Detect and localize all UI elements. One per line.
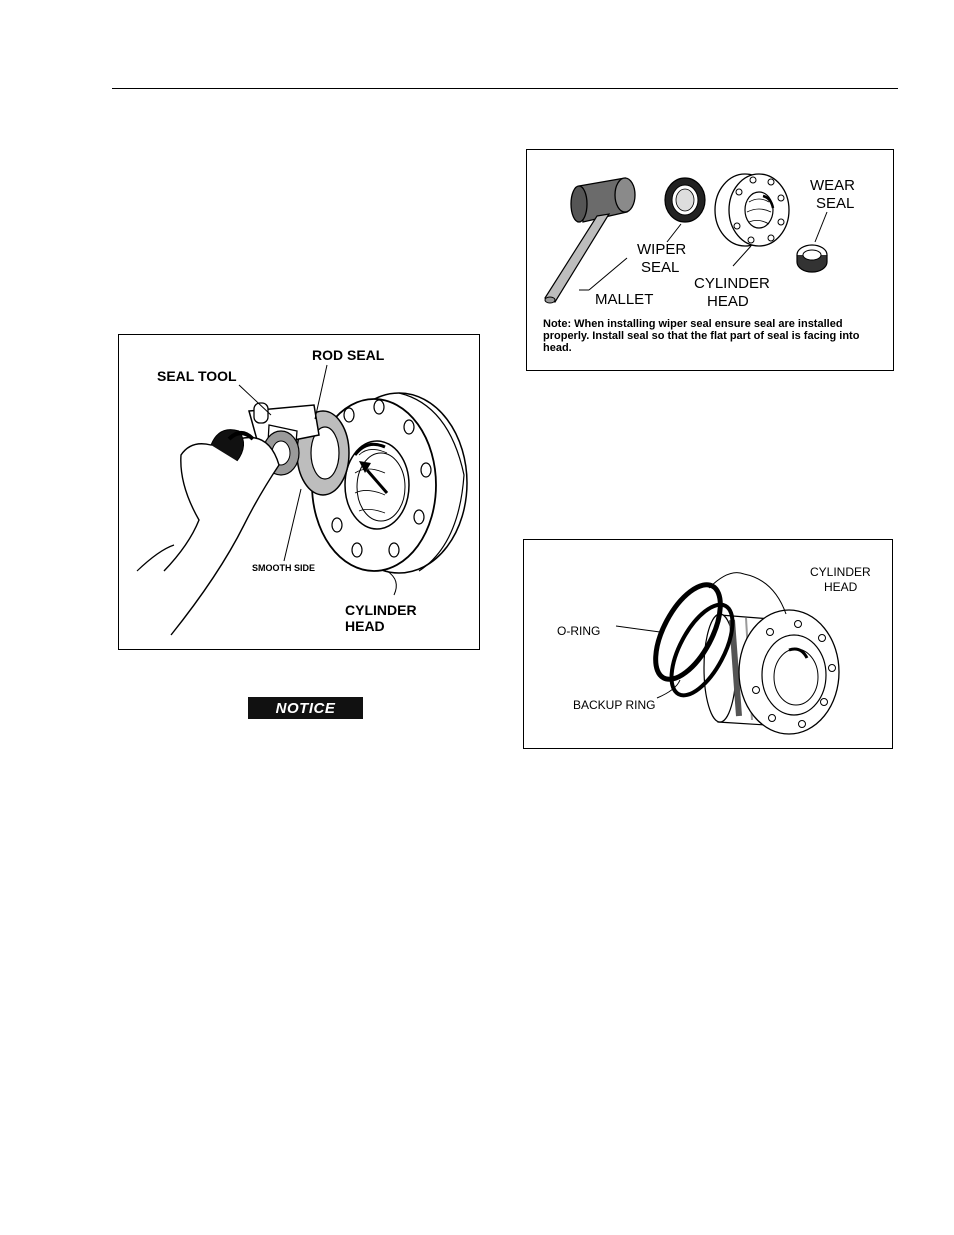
seal-tool-label: SEAL TOOL bbox=[157, 368, 237, 384]
cylinder-head-label-2: HEAD bbox=[707, 293, 749, 310]
figure-rod-seal bbox=[118, 334, 480, 650]
o-ring-label: O-RING bbox=[557, 624, 601, 638]
backup-ring-label: BACKUP RING bbox=[573, 698, 656, 712]
mallet-label: MALLET bbox=[595, 291, 654, 308]
figure-o-ring bbox=[523, 539, 893, 749]
cylinder-head-label-2: HEAD bbox=[824, 580, 858, 594]
cylinder-head-label-1: CYLINDER bbox=[694, 275, 770, 292]
cylinder-head-label-1: CYLINDER bbox=[810, 565, 871, 579]
wear-seal-label-1: WEAR bbox=[810, 177, 855, 194]
smooth-side-label: SMOOTH SIDE bbox=[252, 563, 316, 573]
figure-wiper-seal bbox=[526, 149, 894, 371]
wiper-seal-label-1: WIPER bbox=[637, 241, 687, 258]
rod-seal-label: ROD SEAL bbox=[312, 347, 385, 363]
cylinder-head-label-1: CYLINDER bbox=[345, 602, 417, 618]
cylinder-head-label-2: HEAD bbox=[345, 618, 385, 634]
wiper-seal-note: Note: When installing wiper seal ensure seal are installed properly. Install seal so that the flat part of seal is facing into head. bbox=[543, 318, 860, 354]
wiper-seal-label-2: SEAL bbox=[641, 259, 680, 276]
wear-seal-label-2: SEAL bbox=[816, 195, 855, 212]
notice-badge: NOTICE bbox=[248, 697, 363, 719]
header-rule bbox=[112, 88, 898, 89]
